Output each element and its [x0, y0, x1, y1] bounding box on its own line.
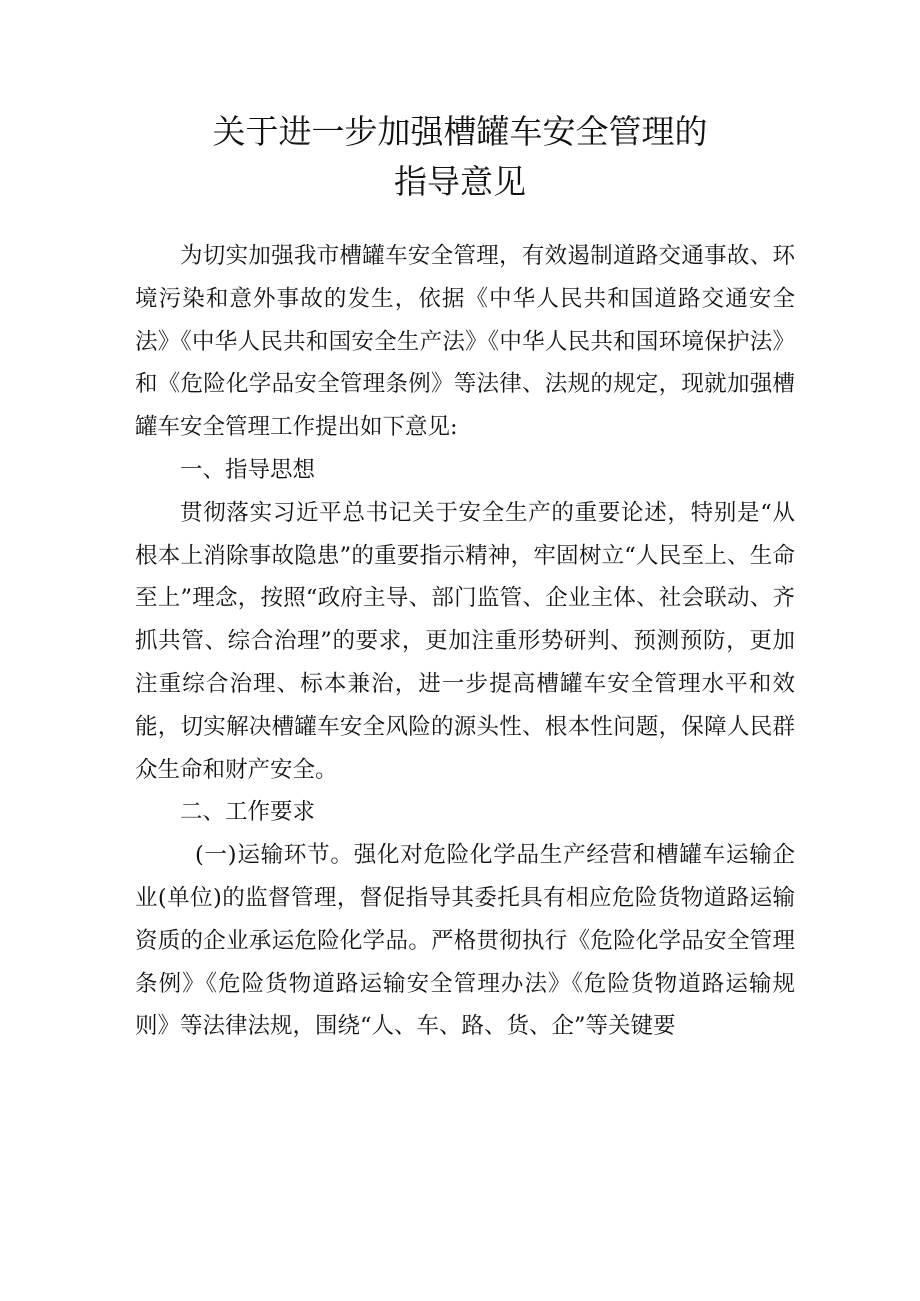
transport-paragraph: (一)运输环节。强化对危险化学品生产经营和槽罐车运输企业(单位)的监督管理，督促指导其委托具有相应危险货物道路运输资质的企业承运危险化学品。严格贯彻执行《危险化学品安全管理条例》《危险货物道路运输安全管理办法》《危险货物道路运输规则》等法律法规，围绕“人、车、路、货、企”等关键要	[135, 842, 795, 1040]
section-heading-work-requirements: 二、工作要求	[180, 799, 316, 826]
intro-paragraph: 为切实加强我市槽罐车安全管理，有效遏制道路交通事故、环境污染和意外事故的发生，依据《中华人民共和国道路交通安全法》《中华人民共和国安全生产法》《中华人民共和国环境保护法》和《危险化学品安全管理条例》等法律、法规的规定，现就加强槽罐车安全管理工作提出如下意见:	[135, 243, 795, 441]
document-body	[135, 235, 795, 1048]
document-title-line2: 指导意见	[394, 162, 526, 201]
section-heading-guiding-ideology: 一、指导思想	[180, 456, 316, 483]
guiding-ideology-paragraph: 贯彻落实习近平总书记关于安全生产的重要论述，特别是“从根本上消除事故隐患”的重要指示精神，牢固树立“人民至上、生命至上”理念，按照“政府主导、部门监管、企业主体、社会联动、齐抓共管、综合治理”的要求，更加注重形势研判、预测预防，更加注重综合治理、标本兼治，进一步提高槽罐车安全管理水平和效能，切实解决槽罐车安全风险的源头性、根本性问题，保障人民群众生命和财产安全。	[135, 499, 795, 783]
document-title-line1: 关于进一步加强槽罐车安全管理的	[212, 112, 708, 151]
